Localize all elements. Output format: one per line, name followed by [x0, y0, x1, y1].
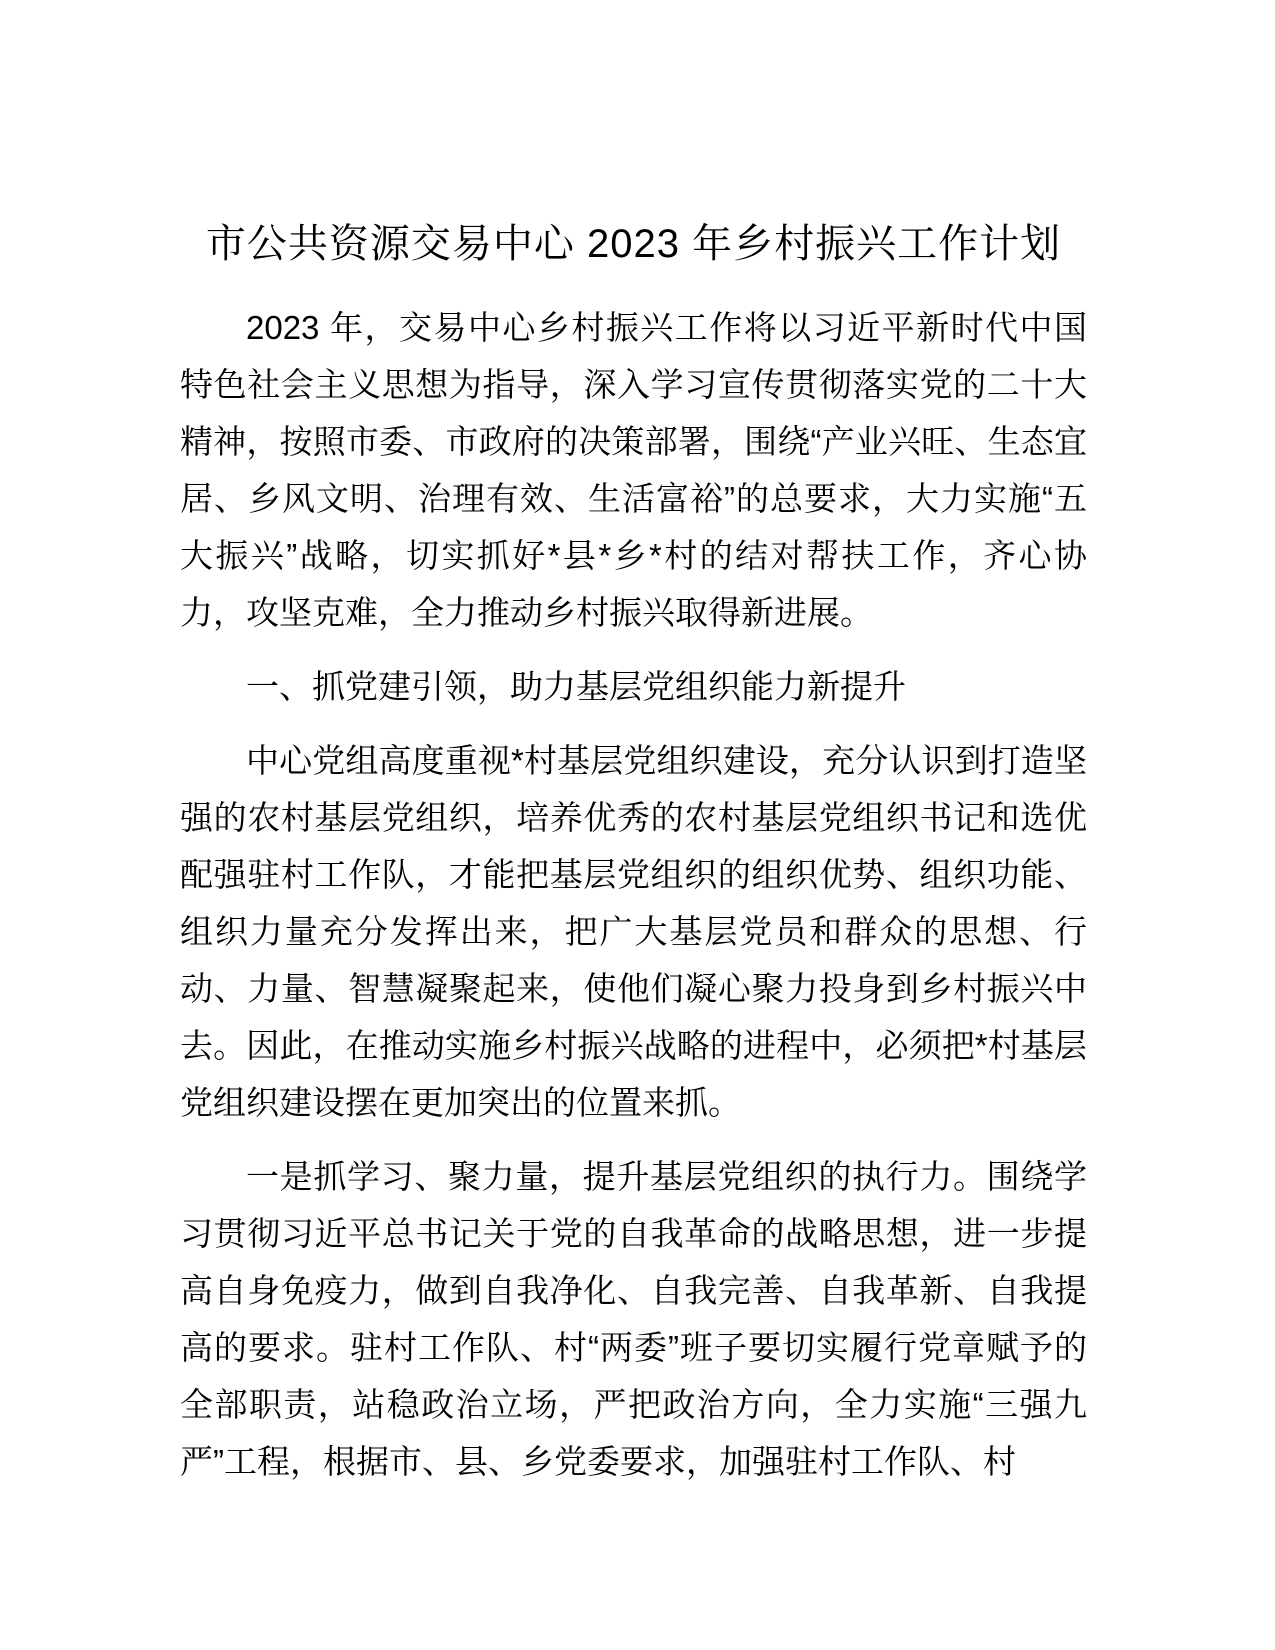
document-title: 市公共资源交易中心 2023 年乡村振兴工作计划 [205, 222, 1062, 266]
paragraph-intro: 2023 年，交易中心乡村振兴工作将以习近平新时代中国特色社会主义思想为指导，深入学习宣传贯彻落实党的二十大精神，按照市委、市政府的决策部署，围绕“产业兴旺、生态宜居、乡风文明、治理有效、生活富裕”的总要求，大力实施“五大振兴”战略，切实抓好*县*乡*村的结对帮扶工作，齐心协力，攻坚克难，全力推动乡村振兴取得新进展。 [180, 309, 1087, 631]
document-body [180, 215, 1087, 1490]
paragraph-first-measure: 一是抓学习、聚力量，提升基层党组织的执行力。围绕学习贯彻习近平总书记关于党的自我革命的战略思想，进一步提高自身免疫力，做到自我净化、自我完善、自我革新、自我提高的要求。驻村工作队、村“两委”班子要切实履行党章赋予的全部职责，站稳政治立场，严把政治方向，全力实施“三强九严”工程，根据市、县、乡党委要求，加强驻村工作队、村 [180, 1158, 1087, 1480]
section-heading-1: 一、抓党建引领，助力基层党组织能力新提升 [246, 668, 906, 705]
paragraph-party-building: 中心党组高度重视*村基层党组织建设，充分认识到打造坚强的农村基层党组织，培养优秀的农村基层党组织书记和选优配强驻村工作队，才能把基层党组织的组织优势、组织功能、组织力量充分发挥出来，把广大基层党员和群众的思想、行动、力量、智慧凝聚起来，使他们凝心聚力投身到乡村振兴中去。因此，在推动实施乡村振兴战略的进程中，必须把*村基层党组织建设摆在更加突出的位置来抓。 [180, 742, 1087, 1121]
